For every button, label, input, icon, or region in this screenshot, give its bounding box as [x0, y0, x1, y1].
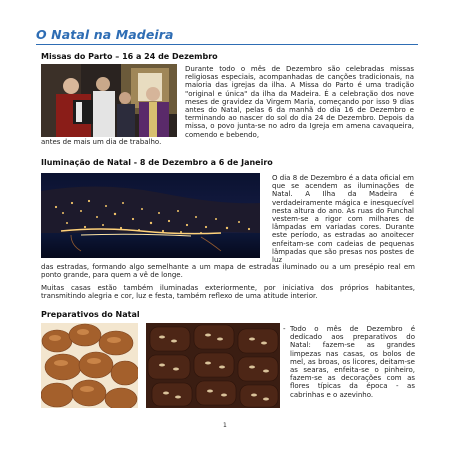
iluminacao-body: O dia 8 de Dezembro é a data oficial em que se acendem as iluminações de Natal. A Ilha da Madeira é verdadeiramente mágica e inesquecível nesta altura do ano. As ruas do Funchal vestem-se a rigor com milhares de lâmpadas em variadas cores. Durante este período, as estradas ao anoitecer enfeitam-se com cadeias de pequenas lâmpadas que são presas nos postes de luz — [272, 174, 414, 265]
iluminacao-heading: Iluminação de Natal - 8 de Dezembro a 6 de Janeiro — [41, 158, 273, 167]
iluminacao-extra: Muitas casas estão também iluminadas exteriormente, por iniciativa dos próprios habitantes, transmitindo alegria e cor, luz e festa, também reflexo de uma atitude interior. — [41, 284, 415, 301]
missa-photo — [41, 64, 177, 137]
preparativos-heading: Preparativos do Natal — [41, 310, 140, 319]
missas-heading: Missas do Parto – 16 a 24 de Dezembro — [41, 52, 218, 61]
iluminacao-body-tail: das estradas, formando algo semelhante a um mapa de estradas iluminado ou a um presépio real em ponto grande, para quem a vê de longe. — [41, 263, 415, 280]
preparativos-bullet: - — [283, 325, 286, 333]
bolo-de-mel-photo — [146, 323, 280, 408]
broas-photo — [41, 323, 138, 408]
page-number: 1 — [223, 422, 227, 429]
funchal-night-photo — [41, 173, 260, 258]
missas-body-tail: antes de mais um dia de trabalho. — [41, 138, 162, 146]
missas-body: Durante todo o mês de Dezembro são celebradas missas religiosas especiais, acompanhadas de canções tradicionais, na maioria das igrejas da ilha. A Missa do Parto é uma tradição "original e única" da ilha da Madeira. É a celebração dos nove meses de gravidez da Virgem Maria, começando por isso 9 dias antes do Natal, pelas 6 da manhã do dia 16 de Dezembro e terminando ao nascer do sol do dia 24 de Dezembro. Depois da missa, o povo junta-se no adro da Igreja em amena cavaqueira, comendo e bebendo, — [185, 65, 414, 139]
title-rule — [36, 44, 418, 45]
page-title: O Natal na Madeira — [36, 27, 174, 42]
preparativos-body: Todo o mês de Dezembro é dedicado aos preparativos do Natal: fazem-se as grandes limpezas nas casas, os bolos de mel, as broas, os licores, deitam-se as searas, enfeita-se o pinheiro, fazem-se as decorações com as flores típicas da época - as cabrinhas e o azevinho. — [290, 325, 415, 399]
